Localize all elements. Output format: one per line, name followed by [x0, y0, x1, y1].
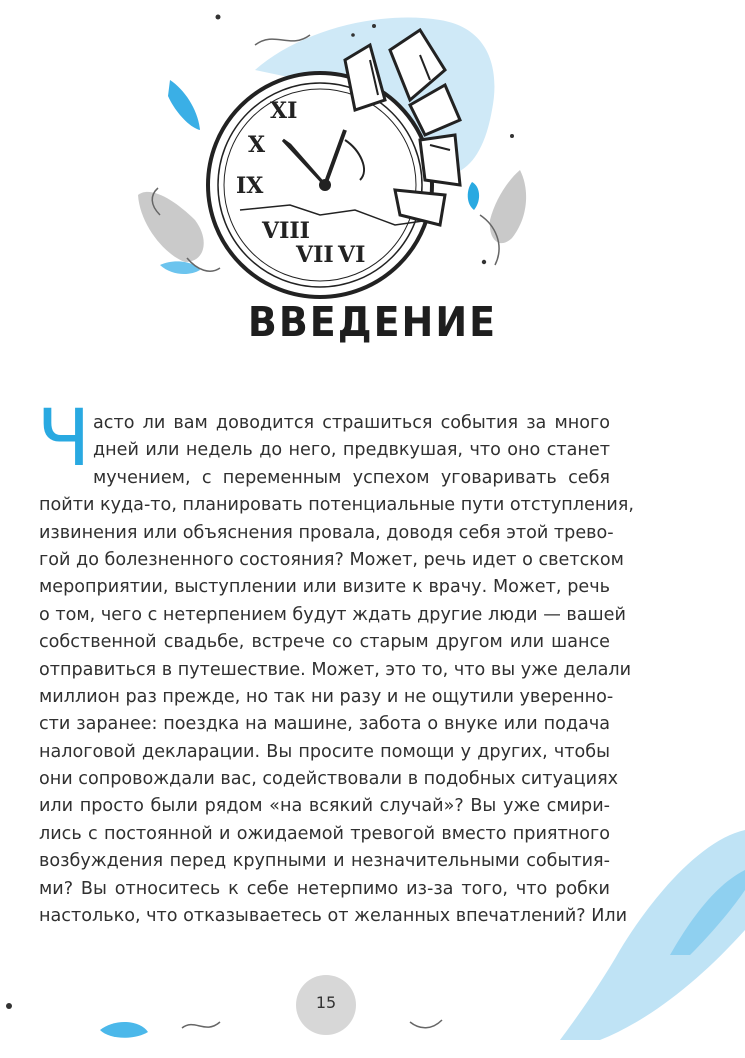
text-line: асто ли вам доводится страшиться события за много: [93, 413, 610, 433]
text-line: они сопровождали вас, содействовали в подобных ситуациях: [39, 769, 619, 790]
text-line: ми? Вы относитесь к себе нетерпимо из-за того, что робки: [39, 878, 610, 899]
squiggle-bottom-2: [410, 1020, 442, 1028]
squiggle-bottom-1: [182, 1022, 220, 1028]
body-paragraph: [39, 410, 634, 930]
numeral-vi: VI: [338, 242, 366, 268]
text-line: о том, чего с нетерпением будут ждать другие люди — вашей: [39, 604, 626, 625]
drop-cap: Ч: [37, 394, 91, 484]
text-line: мероприятии, выступлении или визите к врачу. Может, речь: [39, 577, 610, 598]
chapter-heading: ВВЕДЕНИЕ: [247, 298, 498, 346]
gray-leaf-left: [138, 192, 204, 262]
blue-drop-bottom-left: [100, 1022, 148, 1038]
numeral-vii: VII: [296, 242, 334, 268]
numeral-xi: XI: [270, 98, 298, 124]
text-line: собственной свадьбе, встрече со старым другом или шансе: [39, 632, 610, 653]
text-line: настолько, что отказываетесь от желанных впечатлений? Или: [39, 906, 628, 927]
text-line: сти заранее: поездка на машине, забота о внуке или подача: [39, 714, 610, 735]
text-line: возбуждения перед крупными и незначительными события-: [39, 851, 610, 872]
text-line: мучением, с переменным успехом уговаривать себя: [93, 467, 610, 488]
numeral-ix: IX: [236, 173, 264, 199]
text-line: извинения или объяснения провала, доводя себя этой трево-: [39, 522, 614, 543]
text-line: отправиться в путешествие. Может, это то, что вы уже делали: [39, 659, 632, 680]
text-line: дней или недель до него, предвкушая, что оно станет: [93, 440, 610, 461]
page-number: 15: [315, 993, 337, 1012]
text-line: миллион раз прежде, но так ни разу и не ощутили уверенно-: [39, 686, 614, 707]
text-line: налоговой декларации. Вы просите помощи у других, чтобы: [39, 741, 610, 762]
blue-drop-right: [468, 182, 479, 210]
text-line: или просто были рядом «на всякий случай»? Вы уже смири-: [39, 796, 610, 817]
blue-stroke-left: [168, 80, 200, 130]
text-line: гой до болезненного состояния? Может, речь идет о светском: [39, 549, 624, 570]
numeral-x: X: [248, 132, 266, 158]
numeral-viii: VIII: [262, 218, 310, 244]
text-line: лись с постоянной и ожидаемой тревогой вместо приятного: [39, 823, 610, 844]
text-line: пойти куда-то, планировать потенциальные пути отступления,: [39, 495, 634, 516]
blue-smudge-clock: [160, 261, 200, 274]
